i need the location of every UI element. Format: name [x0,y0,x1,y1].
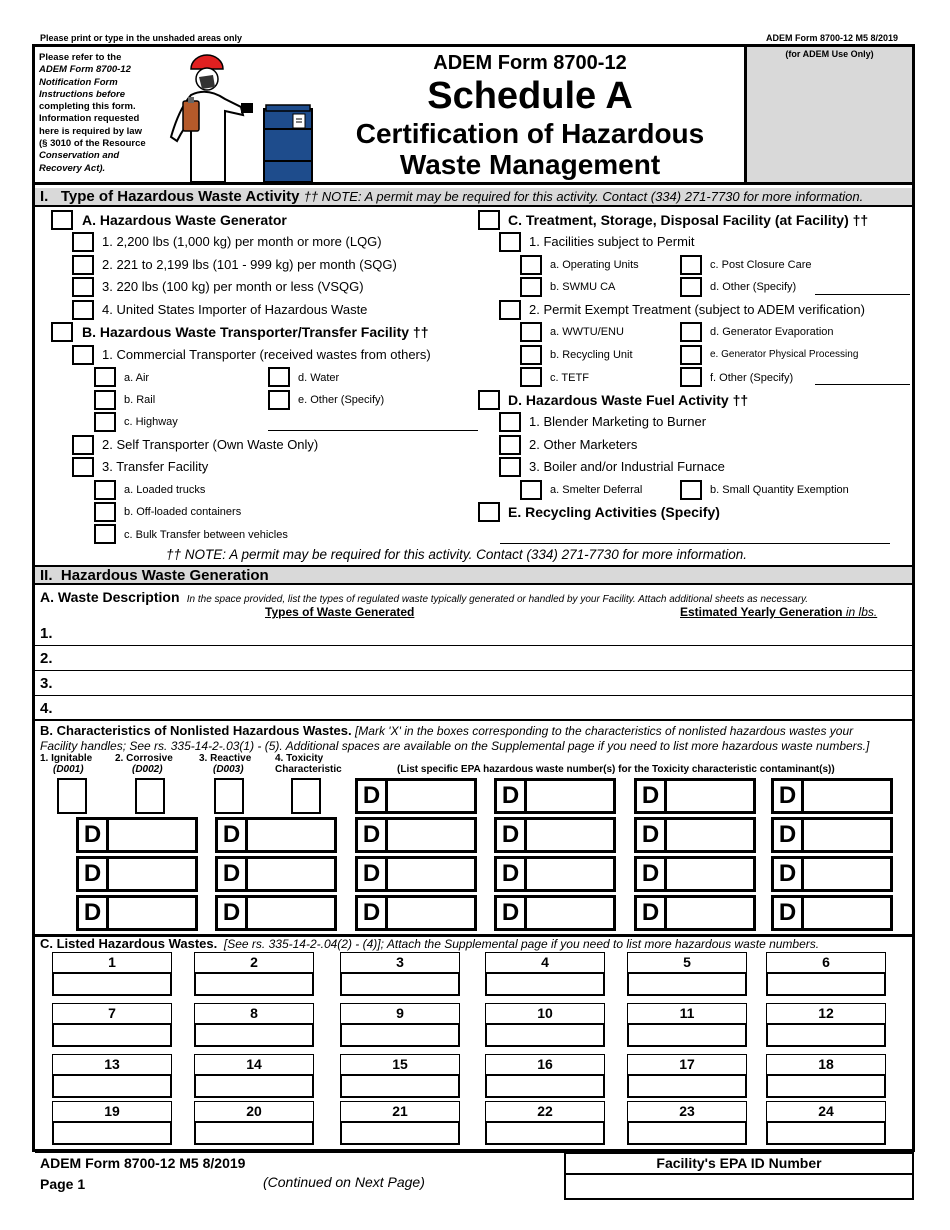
permit-note: †† NOTE: A permit may be required for this activity. Contact (334) 271-7730 for more information. [166,547,747,562]
listed-waste-field[interactable] [194,972,314,996]
d-number-field[interactable] [494,778,616,814]
instr-line: ADEM Form 8700-12 [39,64,131,76]
B1e-specify-line[interactable] [268,430,478,431]
waste-row-2[interactable]: 2. [35,647,912,671]
label-C1d: d. Other (Specify) [710,281,797,293]
checkbox-E[interactable] [478,502,500,522]
checkbox-D1[interactable] [499,412,521,432]
label-C2: 2. Permit Exempt Treatment (subject to ADEM verification) [529,302,865,317]
listed-number: 19 [52,1101,172,1122]
label-B1: 1. Commercial Transporter (received wastes from others) [102,347,431,362]
d-number-field[interactable] [634,895,756,931]
char-3-code: (D003) [213,764,244,775]
C1d-specify-line[interactable] [815,294,910,295]
listed-waste-field[interactable] [485,1074,605,1098]
listed-number: 11 [627,1003,747,1024]
checkbox-C2d[interactable] [680,322,702,342]
listed-number: 5 [627,952,747,973]
listed-waste-field[interactable] [766,1121,886,1145]
listed-number: 1 [52,952,172,973]
d-prefix: D [637,859,667,889]
label-E: E. Recycling Activities (Specify) [508,504,720,520]
listed-number: 9 [340,1003,460,1024]
checkbox-A2[interactable] [72,255,94,275]
checkbox-B3a[interactable] [94,480,116,500]
instr-line: Recovery Act). [39,162,106,174]
label-B1c: c. Highway [124,416,178,428]
epa-id-label: Facility's EPA ID Number [564,1152,914,1173]
section-1-title: Type of Hazardous Waste Activity [60,188,300,205]
checkbox-A4[interactable] [72,300,94,320]
label-D3a: a. Smelter Deferral [550,484,643,496]
checkbox-B1a[interactable] [94,367,116,387]
listed-number: 17 [627,1054,747,1075]
estimated-label: Estimated Yearly Generation [680,605,843,619]
listed-waste-field[interactable] [194,1074,314,1098]
listed-waste-field[interactable] [485,1121,605,1145]
d-number-field[interactable] [494,856,616,892]
d-number-field[interactable] [355,817,477,853]
characteristics-note-2: Facility handles; See rs. 335-14-2-.03(1) - (5). Additional spaces are available on the Supplemental page if you need to list more hazardous waste numbers.] [40,739,870,753]
waste-description-note: In the space provided, list the types of regulated waste typically generated or handled by your Facility. Attach additional sheets as necessary. [186,594,809,605]
section-1-num: I. [40,188,49,205]
d-number-field[interactable] [215,856,337,892]
top-left-note: Please print or type in the unshaded areas only [40,33,243,43]
label-B1d: d. Water [298,372,340,384]
instr-line: Conservation and [39,150,120,162]
d-number-field[interactable] [76,817,198,853]
instr-line: here is required by law [39,125,142,137]
d-prefix: D [774,781,804,811]
d-prefix: D [637,781,667,811]
label-C: C. Treatment, Storage, Disposal Facility (at Facility) †† [508,212,869,228]
E-specify-line[interactable] [500,543,890,544]
label-B1e: e. Other (Specify) [298,394,385,406]
label-B: B. Hazardous Waste Transporter/Transfer Facility †† [82,324,429,340]
d-number-field[interactable] [494,895,616,931]
d-number-field[interactable] [355,856,477,892]
listed-waste-field[interactable] [485,972,605,996]
checkbox-C2e[interactable] [680,345,702,365]
label-D2: 2. Other Marketers [529,437,638,452]
d-number-field[interactable] [76,856,198,892]
listed-number: 12 [766,1003,886,1024]
d-prefix: D [637,898,667,928]
checkbox-C1b[interactable] [520,277,542,297]
label-C2f: f. Other (Specify) [710,372,794,384]
checkbox-C2[interactable] [499,300,521,320]
header [35,47,912,185]
adem-use-label: (for ADEM Use Only) [785,49,874,59]
epa-id-field[interactable] [564,1173,914,1200]
listed-number: 18 [766,1054,886,1075]
d-prefix: D [218,859,248,889]
listed-number: 24 [766,1101,886,1122]
instr-line: Information requested [39,113,140,125]
instr-line: Instructions before [39,88,126,100]
listed-waste-field[interactable] [52,972,172,996]
listed-number: 7 [52,1003,172,1024]
section-2-num: II. [40,567,53,584]
instructions-block [39,52,169,175]
listed-heading [40,936,819,952]
types-col-header: Types of Waste Generated [265,605,415,619]
checkbox-B1b[interactable] [94,390,116,410]
footer-continued: (Continued on Next Page) [263,1174,425,1190]
listed-number: 6 [766,952,886,973]
label-B3a: a. Loaded trucks [124,484,206,496]
label-A: A. Hazardous Waste Generator [82,212,287,228]
top-right-note: ADEM Form 8700-12 M5 8/2019 [766,33,899,43]
checkbox-A3[interactable] [72,277,94,297]
label-A2: 2. 221 to 2,199 lbs (101 - 999 kg) per month (SQG) [102,257,397,272]
char-2-name: 2. Corrosive [115,753,173,764]
d-prefix: D [79,859,109,889]
waste-row-1[interactable]: 1. [35,622,912,646]
listed-waste-field[interactable] [766,1023,886,1047]
label-C2a: a. WWTU/ENU [550,326,624,338]
d-prefix: D [218,820,248,850]
section-1-note: †† NOTE: A permit may be required for this activity. Contact (334) 271-7730 for more information. [303,189,864,204]
checkbox-C1[interactable] [499,232,521,252]
listed-waste-field[interactable] [627,1121,747,1145]
d-prefix: D [497,781,527,811]
checkbox-C2c[interactable] [520,367,542,387]
checkbox-D3b[interactable] [680,480,702,500]
checkbox-C2a[interactable] [520,322,542,342]
waste-row-3[interactable]: 3. [35,672,912,696]
C2f-specify-line[interactable] [815,384,910,385]
listed-number: 15 [340,1054,460,1075]
d-prefix: D [774,898,804,928]
footer-form: ADEM Form 8700-12 M5 8/2019 [40,1155,246,1171]
checkbox-C1a[interactable] [520,255,542,275]
checkbox-ignitable[interactable] [57,778,87,814]
characteristics-label: B. Characteristics of Nonlisted Hazardous Wastes. [40,723,352,738]
d-prefix: D [358,898,388,928]
d-number-field[interactable] [771,778,893,814]
char-1-code: (D001) [53,764,84,775]
d-number-field[interactable] [771,817,893,853]
checkbox-B3b[interactable] [94,502,116,522]
label-C1a: a. Operating Units [550,259,639,271]
d-number-field[interactable] [634,817,756,853]
checkbox-B1[interactable] [72,345,94,365]
label-B1a: a. Air [124,372,150,384]
label-B3c: c. Bulk Transfer between vehicles [124,529,288,541]
worker-logo-icon [169,49,319,182]
listed-waste-field[interactable] [627,972,747,996]
listed-number: 8 [194,1003,314,1024]
checkbox-C2f[interactable] [680,367,702,387]
listed-number: 16 [485,1054,605,1075]
d-prefix: D [79,898,109,928]
estimated-col-header [680,604,877,620]
waste-row-4[interactable]: 4. [35,697,912,721]
listed-waste-field[interactable] [766,972,886,996]
listed-number: 22 [485,1101,605,1122]
checkbox-B1c[interactable] [94,412,116,432]
checkbox-D[interactable] [478,390,500,410]
characteristics-heading [40,724,853,738]
checkbox-C[interactable] [478,210,500,230]
listed-waste-field[interactable] [52,1023,172,1047]
label-B3: 3. Transfer Facility [102,459,209,474]
char-4-name: 4. Toxicity [275,753,324,764]
d-prefix: D [358,781,388,811]
checkbox-B2[interactable] [72,435,94,455]
checkbox-toxicity[interactable] [291,778,321,814]
instr-line: (§ 3010 of the Resource [39,138,146,150]
label-C2b: b. Recycling Unit [550,349,633,361]
d-prefix: D [218,898,248,928]
checkbox-B1e[interactable] [268,390,290,410]
page-subtitle-1: Certification of Hazardous [355,118,705,149]
label-B3b: b. Off-loaded containers [124,506,242,518]
estimated-unit: in lbs. [845,605,878,619]
listed-number: 23 [627,1101,747,1122]
d-prefix: D [774,859,804,889]
label-C2c: c. TETF [550,372,589,384]
adem-use-box [744,47,912,182]
form-number: ADEM Form 8700-12 [433,52,627,74]
listed-waste-field[interactable] [340,1023,460,1047]
char-3-name: 3. Reactive [199,753,252,764]
d-prefix: D [637,820,667,850]
toxicity-note: (List specific EPA hazardous waste number(s) for the Toxicity characteristic contaminant(s)) [397,764,835,775]
label-C2e: e. Generator Physical Processing [710,349,859,360]
instr-line: Notification Form [39,76,118,88]
char-4-code: Characteristic [275,764,342,775]
checkbox-A[interactable] [51,210,73,230]
section-2-header [35,565,912,585]
checkbox-corrosive[interactable] [135,778,165,814]
d-number-field[interactable] [215,895,337,931]
listed-waste-field[interactable] [340,1074,460,1098]
characteristics-note-1: [Mark 'X' in the boxes corresponding to the characteristics of nonlisted hazardous wastes your [354,724,854,738]
label-A3: 3. 220 lbs (100 kg) per month or less (VSQG) [102,279,364,294]
listed-number: 20 [194,1101,314,1122]
checkbox-C1c[interactable] [680,255,702,275]
d-prefix: D [497,859,527,889]
section-2-title: Hazardous Waste Generation [60,567,269,584]
listed-waste-field[interactable] [52,1121,172,1145]
checkbox-C1d[interactable] [680,277,702,297]
label-D: D. Hazardous Waste Fuel Activity †† [508,392,749,408]
page-title: Schedule A [427,75,633,117]
d-number-field[interactable] [355,895,477,931]
waste-description-label: A. Waste Description [40,589,180,605]
label-B1b: b. Rail [124,394,156,406]
listed-number: 13 [52,1054,172,1075]
char-1-name: 1. Ignitable [40,753,93,764]
label-D3: 3. Boiler and/or Industrial Furnace [529,459,725,474]
listed-waste-field[interactable] [340,1121,460,1145]
listed-waste-field[interactable] [194,1023,314,1047]
label-C2d: d. Generator Evaporation [710,326,834,338]
page-subtitle-2: Waste Management [399,149,661,180]
instr-line: Please refer to the [39,52,122,63]
d-number-field[interactable] [355,778,477,814]
label-D3b: b. Small Quantity Exemption [710,484,849,496]
d-number-field[interactable] [771,895,893,931]
listed-waste-field[interactable] [627,1074,747,1098]
listed-waste-field[interactable] [52,1074,172,1098]
d-number-field[interactable] [634,778,756,814]
checkbox-D3[interactable] [499,457,521,477]
checkbox-B1d[interactable] [268,367,290,387]
d-prefix: D [358,820,388,850]
d-number-field[interactable] [771,856,893,892]
listed-number: 21 [340,1101,460,1122]
listed-number: 4 [485,952,605,973]
listed-note: [See rs. 335-14-2-.04(2) - (4)]; Attach the Supplemental page if you need to list more hazardous waste numbers. [223,937,820,951]
label-C1: 1. Facilities subject to Permit [529,234,695,249]
label-D1: 1. Blender Marketing to Burner [529,414,707,429]
checkbox-reactive[interactable] [214,778,244,814]
d-number-field[interactable] [76,895,198,931]
listed-waste-field[interactable] [766,1074,886,1098]
label-C1b: b. SWMU CA [550,281,616,293]
label-A4: 4. United States Importer of Hazardous Waste [102,302,368,317]
d-number-field[interactable] [215,817,337,853]
listed-number: 2 [194,952,314,973]
checkbox-B[interactable] [51,322,73,342]
footer-page: Page 1 [40,1176,86,1192]
instr-line: completing this form. [39,101,136,113]
section-1-header [35,188,912,207]
checkbox-B3[interactable] [72,457,94,477]
listed-number: 3 [340,952,460,973]
char-2-code: (D002) [132,764,163,775]
listed-waste-field[interactable] [485,1023,605,1047]
listed-number: 14 [194,1054,314,1075]
checkbox-A1[interactable] [72,232,94,252]
d-prefix: D [79,820,109,850]
checkbox-D3a[interactable] [520,480,542,500]
listed-number: 10 [485,1003,605,1024]
listed-waste-field[interactable] [627,1023,747,1047]
d-prefix: D [497,820,527,850]
label-A1: 1. 2,200 lbs (1,000 kg) per month or more (LQG) [102,234,382,249]
checkbox-D2[interactable] [499,435,521,455]
d-number-field[interactable] [634,856,756,892]
listed-waste-field[interactable] [340,972,460,996]
d-prefix: D [774,820,804,850]
d-number-field[interactable] [494,817,616,853]
d-prefix: D [358,859,388,889]
checkbox-C2b[interactable] [520,345,542,365]
checkbox-B3c[interactable] [94,524,116,544]
listed-waste-field[interactable] [194,1121,314,1145]
label-B2: 2. Self Transporter (Own Waste Only) [102,437,319,452]
d-prefix: D [497,898,527,928]
listed-label: C. Listed Hazardous Wastes. [40,936,218,951]
label-C1c: c. Post Closure Care [710,259,812,271]
